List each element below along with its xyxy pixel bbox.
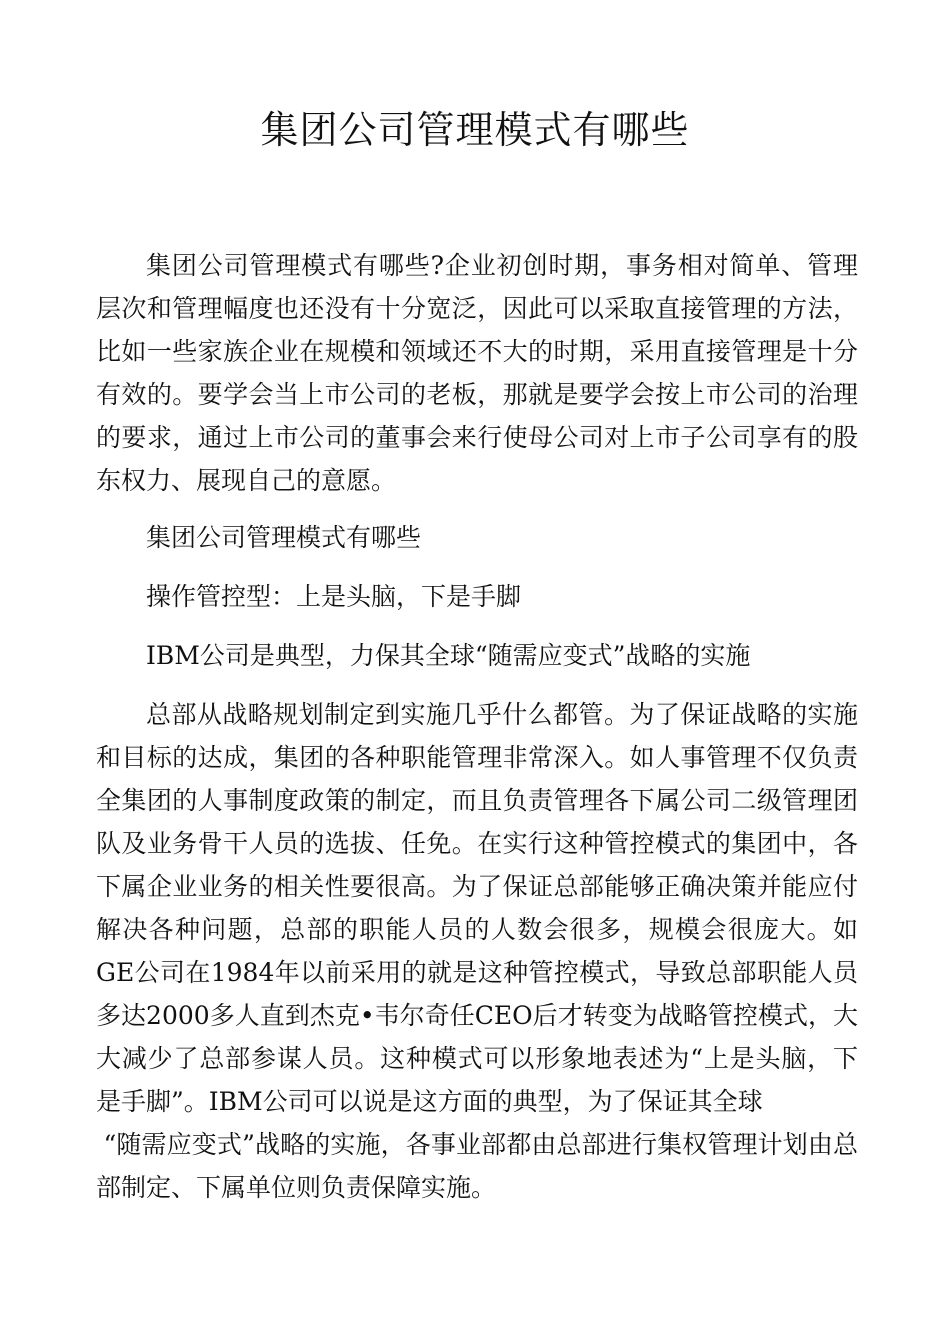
paragraph-subtitle: 集团公司管理模式有哪些: [146, 523, 422, 552]
document-title: 集团公司管理模式有哪些: [260, 108, 690, 152]
paragraph-ibm-example: IBM公司是典型，力保其全球“随需应变式”战略的实施: [146, 641, 751, 670]
paragraph-control-type: 操作管控型：上是头脑，下是手脚: [146, 582, 522, 611]
paragraph-headquarters: 总部从战略规划制定到实施几乎什么都管。为了保证战略的实施和目标的达成，集团的各种职能管理非常深入。如人事管理不仅负责全集团的人事制度政策的制定，而且负责管理各下属公司二级管理团队及业务骨干人员的选拔、任免。在实行这种管控模式的集团中，各下属企业业务的相关性要很高。为了保证总部能够正确决策并能应付解决各种问题，总部的职能人员的人数会很多，规模会很庞大。如GE公司在1984年以前采用的就是这种管控模式，导致总部职能人员多达2000多人直到杰克•韦尔奇任CEO后才转变为战略管控模式，大大减少了总部参谋人员。这种模式可以形象地表述为“上是头脑，下是手脚”。IBM公司可以说是这方面的典型，为了保证其全球: [96, 700, 858, 1116]
document-body: [96, 244, 858, 1223]
paragraph-continuation: “随需应变式”战略的实施，各事业部都由总部进行集权管理计划由总部制定、下属单位则负责保障实施。: [96, 1130, 858, 1202]
paragraph-intro: 集团公司管理模式有哪些?企业初创时期，事务相对简单、管理层次和管理幅度也还没有十分宽泛，因此可以采取直接管理的方法，比如一些家族企业在规模和领域还不大的时期，采用直接管理是十分有效的。要学会当上市公司的老板，那就是要学会按上市公司的治理的要求，通过上市公司的董事会来行使母公司对上市子公司享有的股东权力、展现自己的意愿。: [96, 251, 858, 495]
